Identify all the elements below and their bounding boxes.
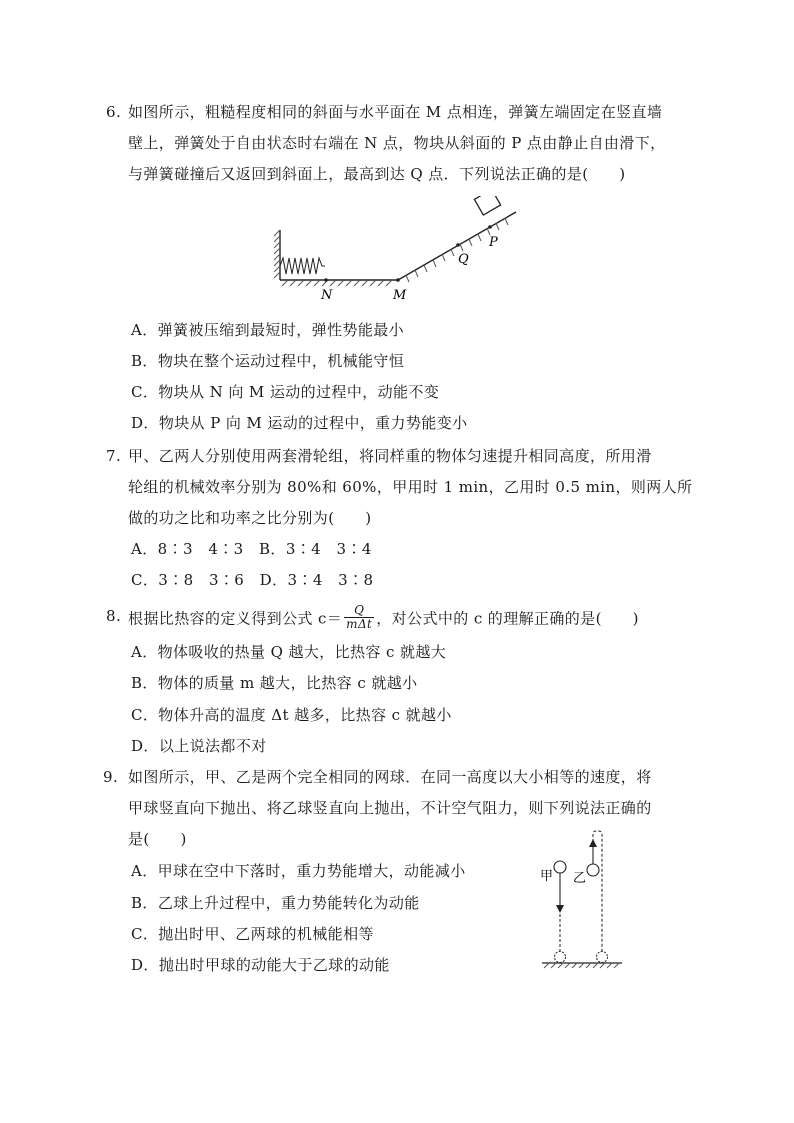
arrow-down-icon (556, 905, 564, 913)
question-9-option-d: D．抛出时甲球的动能大于乙球的动能 (131, 956, 390, 974)
spring-icon (280, 258, 325, 274)
question-6-stem-line-2: 壁上，弹簧处于自由状态时右端在 N 点，物块从斜面的 P 点由静止自由滑下， (128, 134, 666, 152)
question-8-option-a: A．物体吸收的热量 Q 越大，比热容 c 就越大 (131, 643, 447, 661)
label-yi: 乙 (573, 871, 587, 886)
formula-denominator: mΔt (346, 617, 373, 631)
question-7-stem-line-3: 做的功之比和功率之比分别为( ) (128, 509, 372, 527)
question-8-option-d: D．以上说法都不对 (131, 737, 267, 755)
label-q: Q (458, 252, 469, 267)
question-6-option-c: C．物块从 N 向 M 运动的过程中，动能不变 (131, 383, 440, 401)
question-8-number: 8. (106, 607, 122, 625)
question-6-option-a: A．弹簧被压缩到最短时，弹性势能最小 (131, 321, 405, 339)
question-8-option-c: C．物体升高的温度 Δt 越多，比热容 c 就越小 (131, 706, 452, 724)
question-6-figure (270, 196, 530, 308)
question-7-options-row-2: C．3∶8 3∶6 D．3∶4 3∶8 (131, 571, 374, 589)
question-6-option-d: D．物块从 P 向 M 运动的过程中，重力势能变小 (131, 414, 468, 432)
question-8-stem-pre: 根据比热容的定义得到公式 c＝ (128, 609, 343, 628)
label-m: M (393, 288, 407, 303)
question-6-number: 6. (106, 103, 122, 121)
question-9-stem-line-2: 甲球竖直向下抛出、将乙球竖直向上抛出，不计空气阻力，则下列说法正确的 (128, 799, 652, 817)
ball-yi-icon (587, 864, 599, 876)
question-7-number: 7. (106, 447, 122, 465)
label-p: P (489, 235, 498, 250)
formula-fraction (344, 604, 374, 631)
question-9-option-b: B．乙球上升过程中，重力势能转化为动能 (131, 894, 420, 912)
question-9-stem-line-1: 如图所示，甲、乙是两个完全相同的网球．在同一高度以大小相等的速度，将 (128, 768, 652, 786)
question-7-stem-line-2: 轮组的机械效率分别为 80%和 60%，甲用时 1 min，乙用时 0.5 min，则两人所 (128, 478, 693, 496)
question-6-option-b: B．物块在整个运动过程中，机械能守恒 (131, 352, 405, 370)
question-6-stem-line-3: 与弹簧碰撞后又返回到斜面上，最高到达 Q 点．下列说法正确的是( ) (128, 165, 626, 183)
ball-jia-icon (554, 861, 566, 873)
question-9-option-c: C．抛出时甲、乙两球的机械能相等 (131, 925, 374, 943)
question-8-option-b: B．物体的质量 m 越大，比热容 c 就越小 (131, 674, 418, 692)
label-jia: 甲 (540, 869, 554, 884)
question-9-number: 9. (103, 768, 119, 786)
question-6-stem-line-1: 如图所示，粗糙程度相同的斜面与水平面在 M 点相连，弹簧左端固定在竖直墙 (128, 103, 663, 121)
formula-numerator: Q (344, 604, 374, 618)
label-n: N (321, 288, 333, 303)
question-9-figure (536, 830, 628, 970)
question-8-stem-post: ，对公式中的 c 的理解正确的是( ) (376, 609, 639, 628)
block-icon (474, 196, 500, 215)
question-7-stem-line-1: 甲、乙两人分别使用两套滑轮组，将同样重的物体匀速提升相同高度，所用滑 (128, 447, 652, 465)
question-8-stem (128, 603, 639, 633)
question-9-stem-line-3: 是( ) (128, 830, 187, 848)
question-9-option-a: A．甲球在空中下落时，重力势能增大，动能减小 (131, 862, 466, 880)
question-7-options-row-1: A．8∶3 4∶3 B．3∶4 3∶4 (131, 540, 372, 558)
